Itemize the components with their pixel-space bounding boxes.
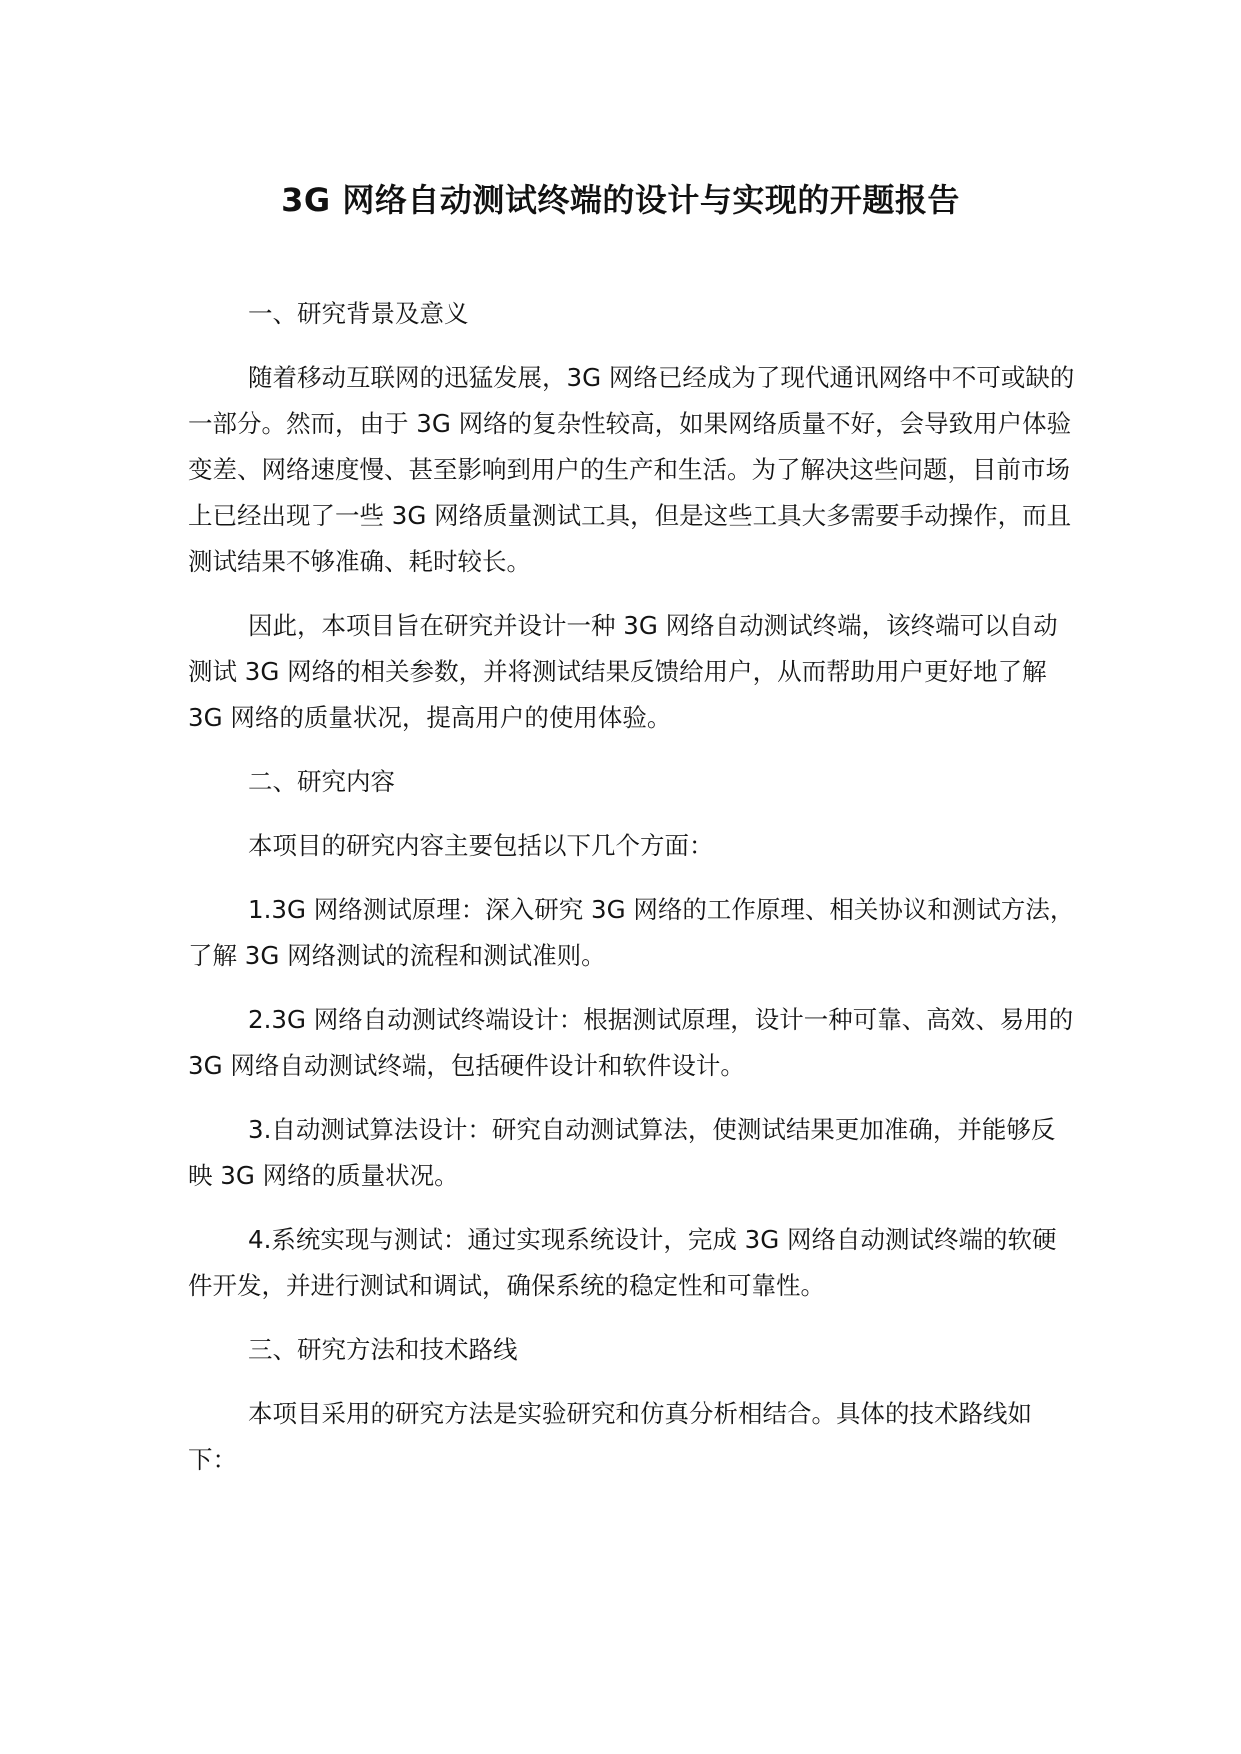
list-item-3: 3.自动测试算法设计：研究自动测试算法，使测试结果更加准确，并能够反映 3G 网络的质量状况。 [188, 1115, 1056, 1190]
list-item-1: 1.3G 网络测试原理：深入研究 3G 网络的工作原理、相关协议和测试方法，了解 3G 网络测试的流程和测试准则。 [188, 895, 1075, 970]
list-item-4: 4.系统实现与测试：通过实现系统设计，完成 3G 网络自动测试终端的软硬件开发，并进行测试和调试，确保系统的稳定性和可靠性。 [188, 1225, 1057, 1300]
section-heading-content: 二、研究内容 [248, 767, 395, 796]
document-title: 3G 网络自动测试终端的设计与实现的开题报告 [281, 181, 960, 219]
paragraph-background-2: 因此，本项目旨在研究并设计一种 3G 网络自动测试终端，该终端可以自动测试 3G 网络的相关参数，并将测试结果反馈给用户，从而帮助用户更好地了解 3G 网络的质量状况，提高用户的使用体验。 [188, 611, 1058, 732]
section-heading-background: 一、研究背景及意义 [248, 299, 469, 328]
list-item-2: 2.3G 网络自动测试终端设计：根据测试原理，设计一种可靠、高效、易用的 3G 网络自动测试终端，包括硬件设计和软件设计。 [188, 1005, 1074, 1080]
paragraph-background-1: 随着移动互联网的迅猛发展，3G 网络已经成为了现代通讯网络中不可或缺的一部分。然而，由于 3G 网络的复杂性较高，如果网络质量不好，会导致用户体验变差、网络速度慢、甚至影响到用户的生产和生活。为了解决这些问题，目前市场上已经出现了一些 3G 网络质量测试工具，但是这些工具大多需要手动操作，而且测试结果不够准确、耗时较长。 [188, 363, 1075, 576]
section-heading-method: 三、研究方法和技术路线 [248, 1335, 518, 1364]
document-body [188, 291, 1078, 1501]
paragraph-content-intro: 本项目的研究内容主要包括以下几个方面： [248, 831, 714, 860]
paragraph-method: 本项目采用的研究方法是实验研究和仿真分析相结合。具体的技术路线如下： [188, 1399, 1032, 1474]
